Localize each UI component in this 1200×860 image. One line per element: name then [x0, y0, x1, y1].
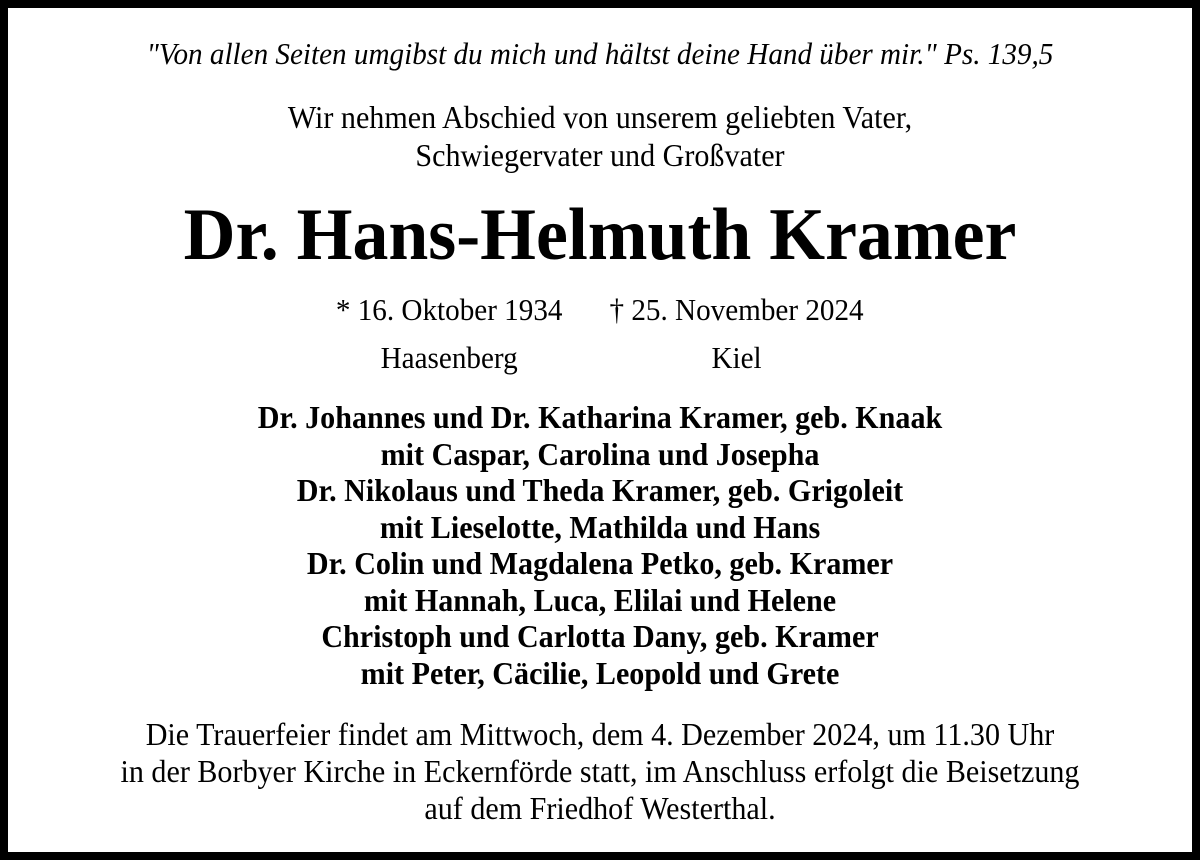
mourner-line: Dr. Colin und Magdalena Petko, geb. Kramer [306, 545, 894, 581]
funeral-line-1: Die Trauerfeier findet am Mittwoch, dem 4. Dezember 2024, um 11.30 Uhr [145, 716, 1055, 752]
death-date [610, 291, 864, 328]
funeral-line-3: auf dem Friedhof Westerthal. [424, 790, 776, 826]
mourner-line: mit Peter, Cäcilie, Leopold und Grete [360, 654, 840, 691]
mourner-line: Dr. Johannes und Dr. Katharina Kramer, geb. Knaak [257, 399, 943, 435]
mourner-line: mit Lieselotte, Mathilda und Hans [379, 508, 821, 545]
death-dagger-symbol: † [609, 292, 625, 327]
obituary-notice [8, 8, 1192, 852]
funeral-details [44, 716, 1157, 827]
mourner-line: mit Hannah, Luca, Elilai und Helene [363, 581, 837, 618]
life-dates [336, 291, 864, 376]
intro-text [44, 98, 1157, 174]
birth-place: Haasenberg [380, 340, 518, 375]
mourner-line: Dr. Nikolaus und Theda Kramer, geb. Grigoleit [296, 472, 904, 508]
bible-quote: "Von allen Seiten umgibst du mich und hältst deine Hand über mir." Ps. 139,5 [146, 36, 1054, 71]
intro-line-2: Schwiegervater und Großvater [415, 137, 785, 173]
birth-date [336, 291, 563, 328]
mourner-line: Christoph und Carlotta Dany, geb. Kramer [321, 618, 879, 654]
death-place: Kiel [711, 340, 762, 375]
intro-line-1: Wir nehmen Abschied von unserem geliebten Vater, [287, 99, 913, 135]
death-date-text: 25. November 2024 [631, 292, 864, 327]
mourners-list [44, 399, 1157, 691]
mourner-line: mit Caspar, Carolina und Josepha [380, 435, 820, 472]
deceased-name: Dr. Hans-Helmuth Kramer [183, 194, 1017, 276]
funeral-line-2: in der Borbyer Kirche in Eckernförde statt, im Anschluss erfolgt die Beisetzung [120, 753, 1080, 789]
birth-date-text: 16. Oktober 1934 [357, 292, 563, 327]
birth-symbol: * [336, 292, 351, 327]
